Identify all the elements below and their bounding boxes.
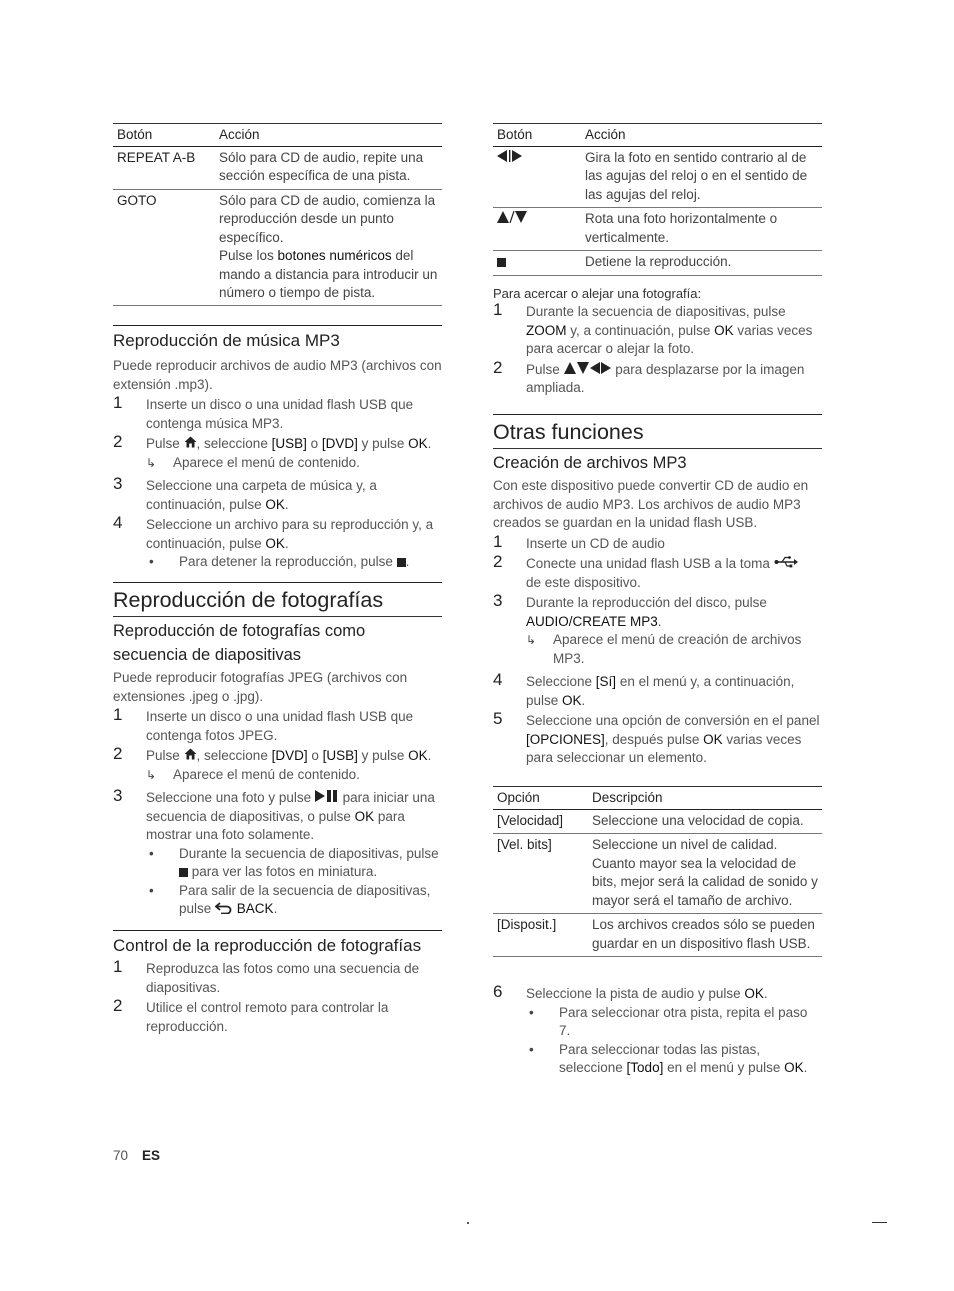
nav-arrows-icon [564, 361, 612, 380]
flip-arrows-icon [497, 210, 527, 229]
section-heading: Reproducción de fotografías [113, 582, 442, 617]
result-arrow-icon: ↳ [146, 455, 157, 470]
stop-icon [497, 258, 506, 267]
subsection-heading: Reproducción de fotografías como secuencia de diapositivas [113, 622, 366, 664]
usb-icon [774, 555, 798, 574]
intro-text: Puede reproducir fotografías JPEG (archivos con extensiones .jpeg o .jpg). [113, 670, 408, 704]
play-pause-icon [315, 789, 339, 808]
stop-icon [397, 558, 406, 567]
action-text: del mando a distancia para introducir un número o tiempo de pista. [219, 248, 438, 300]
step-2: 2 Utilice el control remoto para controlar la reproducción. [113, 996, 389, 1034]
option-name: [Vel. bits] [493, 834, 588, 914]
step-2: 2 Conecte una unidad flash USB a la toma de este dispositivo. [493, 555, 822, 592]
step-1: 1 Inserte un CD de audio [493, 531, 665, 551]
col-header-action: Acción [215, 124, 442, 147]
stop-icon [179, 868, 188, 877]
step-2-result: ↳ Aparece el menú de contenido. [113, 766, 442, 785]
col-header-button: Botón [493, 124, 581, 147]
action-description: Sólo para CD de audio, comienza la reproducción desde un punto específico. [219, 192, 436, 245]
table-row [113, 189, 442, 305]
step-1: 1 Inserte un disco o una unidad flash USB que contenga fotos JPEG. [113, 705, 414, 743]
final-steps [493, 982, 822, 1078]
page-footer [113, 1148, 160, 1163]
result-arrow-icon: ↳ [146, 767, 157, 782]
step-3: 3 Durante la reproducción del disco, pulse AUDIO/CREATE MP3. [493, 591, 767, 629]
subsection-heading: Creación de archivos MP3 [493, 454, 687, 472]
action-description: Detiene la reproducción. [581, 251, 822, 276]
section-heading: Control de la reproducción de fotografías [113, 930, 442, 957]
button-name: REPEAT A-B [113, 146, 215, 189]
step-3: 3 Seleccione una foto y pulse para iniciar una secuencia de diapositivas, o pulse OK para mostrar una foto solamente. [113, 786, 435, 843]
table-row [493, 251, 822, 276]
bullet-item: • Para salir de la secuencia de diapositivas, pulse BACK. [113, 882, 442, 919]
table-row [493, 208, 822, 251]
option-name: [Velocidad] [493, 809, 588, 834]
step-4: 4 Seleccione [Sí] en el menú y, a continuación, pulse OK. [493, 670, 795, 708]
action-description: Sólo para CD de audio, repite una sección específica de una pista. [215, 146, 442, 189]
step-6: 6 Seleccione la pista de audio y pulse OK. [493, 982, 768, 1001]
key-label: botones numéricos [277, 248, 392, 263]
option-name: [Disposit.] [493, 914, 588, 957]
rotate-arrows-icon [497, 149, 523, 168]
section-heading: Otras funciones [493, 414, 822, 449]
button-action-table-2 [493, 123, 822, 276]
col-header-button: Botón [113, 124, 215, 147]
col-header-option: Opción [493, 787, 588, 810]
home-icon [184, 747, 197, 766]
result-arrow-icon: ↳ [526, 633, 537, 648]
step-1: 1 Durante la secuencia de diapositivas, pulse ZOOM y, a continuación, pulse OK varias veces para acercar o alejar la foto. [493, 300, 813, 356]
zoom-label: Para acercar o alejar una fotografía: [493, 286, 702, 301]
step-4: 4 Seleccione un archivo para su reproducción y, a continuación, pulse OK. [113, 513, 434, 551]
section-heading: Reproducción de música MP3 [113, 325, 442, 352]
photo-section [113, 582, 442, 919]
bullet-item: • Durante la secuencia de diapositivas, pulse para ver las fotos en miniatura. [149, 845, 439, 880]
action-description: Rota una foto horizontalmente o verticalmente. [581, 208, 822, 251]
bullet-item: • Para seleccionar otra pista, repita el paso 7. [529, 1004, 808, 1038]
table-row [493, 809, 822, 834]
photo-control-section [113, 930, 442, 1036]
step-1: 1 Inserte un disco o una unidad flash USB que contenga música MP3. [113, 393, 414, 431]
button-name: GOTO [113, 189, 215, 305]
intro-text: Puede reproducir archivos de audio MP3 (archivos con extensión .mp3). [113, 358, 442, 392]
option-description: Seleccione un nivel de calidad. Cuanto mayor sea la velocidad de bits, mejor será la calidad de sonido y mayor será el tamaño de archivo. [588, 834, 822, 914]
back-icon [215, 901, 233, 920]
bullet-item: • Para detener la reproducción, pulse . [149, 554, 410, 570]
table-row [493, 146, 822, 208]
page-number: 70 [113, 1148, 129, 1163]
col-header-description: Descripción [588, 787, 822, 810]
table-row [113, 146, 442, 189]
action-text: Pulse los [219, 248, 278, 263]
option-description: Los archivos creados sólo se pueden guardar en un dispositivo flash USB. [588, 914, 822, 957]
other-functions-section [493, 414, 822, 768]
table-row [493, 834, 822, 914]
bullet-item: • Para seleccionar todas las pistas, seleccione [Todo] en el menú y pulse OK. [529, 1041, 808, 1075]
step-2: 2 Pulse , seleccione [USB] o [DVD] y pulse OK. [113, 435, 442, 454]
options-table [493, 786, 822, 957]
language-code: ES [142, 1148, 161, 1163]
button-action-table-1 [113, 123, 442, 306]
step-3-result: ↳ Aparece el menú de creación de archivos MP3. [526, 632, 802, 666]
intro-text: Con este dispositivo puede convertir CD de audio en archivos de audio MP3. Los archivos de audio MP3 creados se guardan en la unidad flash USB. [493, 478, 809, 530]
table-row [493, 914, 822, 957]
mp3-section [113, 325, 442, 572]
zoom-section [493, 286, 822, 398]
col-header-action: Acción [581, 124, 822, 147]
crop-mark [872, 1222, 887, 1223]
option-description: Seleccione una velocidad de copia. [588, 809, 822, 834]
step-3: 3 Seleccione una carpeta de música y, a continuación, pulse OK. [113, 474, 377, 512]
step-2-result: ↳ Aparece el menú de contenido. [113, 454, 442, 473]
step-2: 2 Pulse para desplazarse por la imagen ampliada. [493, 357, 805, 396]
crop-dot [467, 1222, 469, 1224]
home-icon [184, 435, 197, 454]
step-5: 5 Seleccione una opción de conversión en el panel [OPCIONES], después pulse OK varias veces para seleccionar un elemento. [493, 709, 820, 766]
step-2: 2 Pulse , seleccione [DVD] o [USB] y pulse OK. [113, 747, 442, 766]
action-description: Gira la foto en sentido contrario al de las agujas del reloj o en el sentido de las agujas del reloj. [581, 146, 822, 208]
step-1: 1 Reproduzca las fotos como una secuencia de diapositivas. [113, 957, 420, 995]
